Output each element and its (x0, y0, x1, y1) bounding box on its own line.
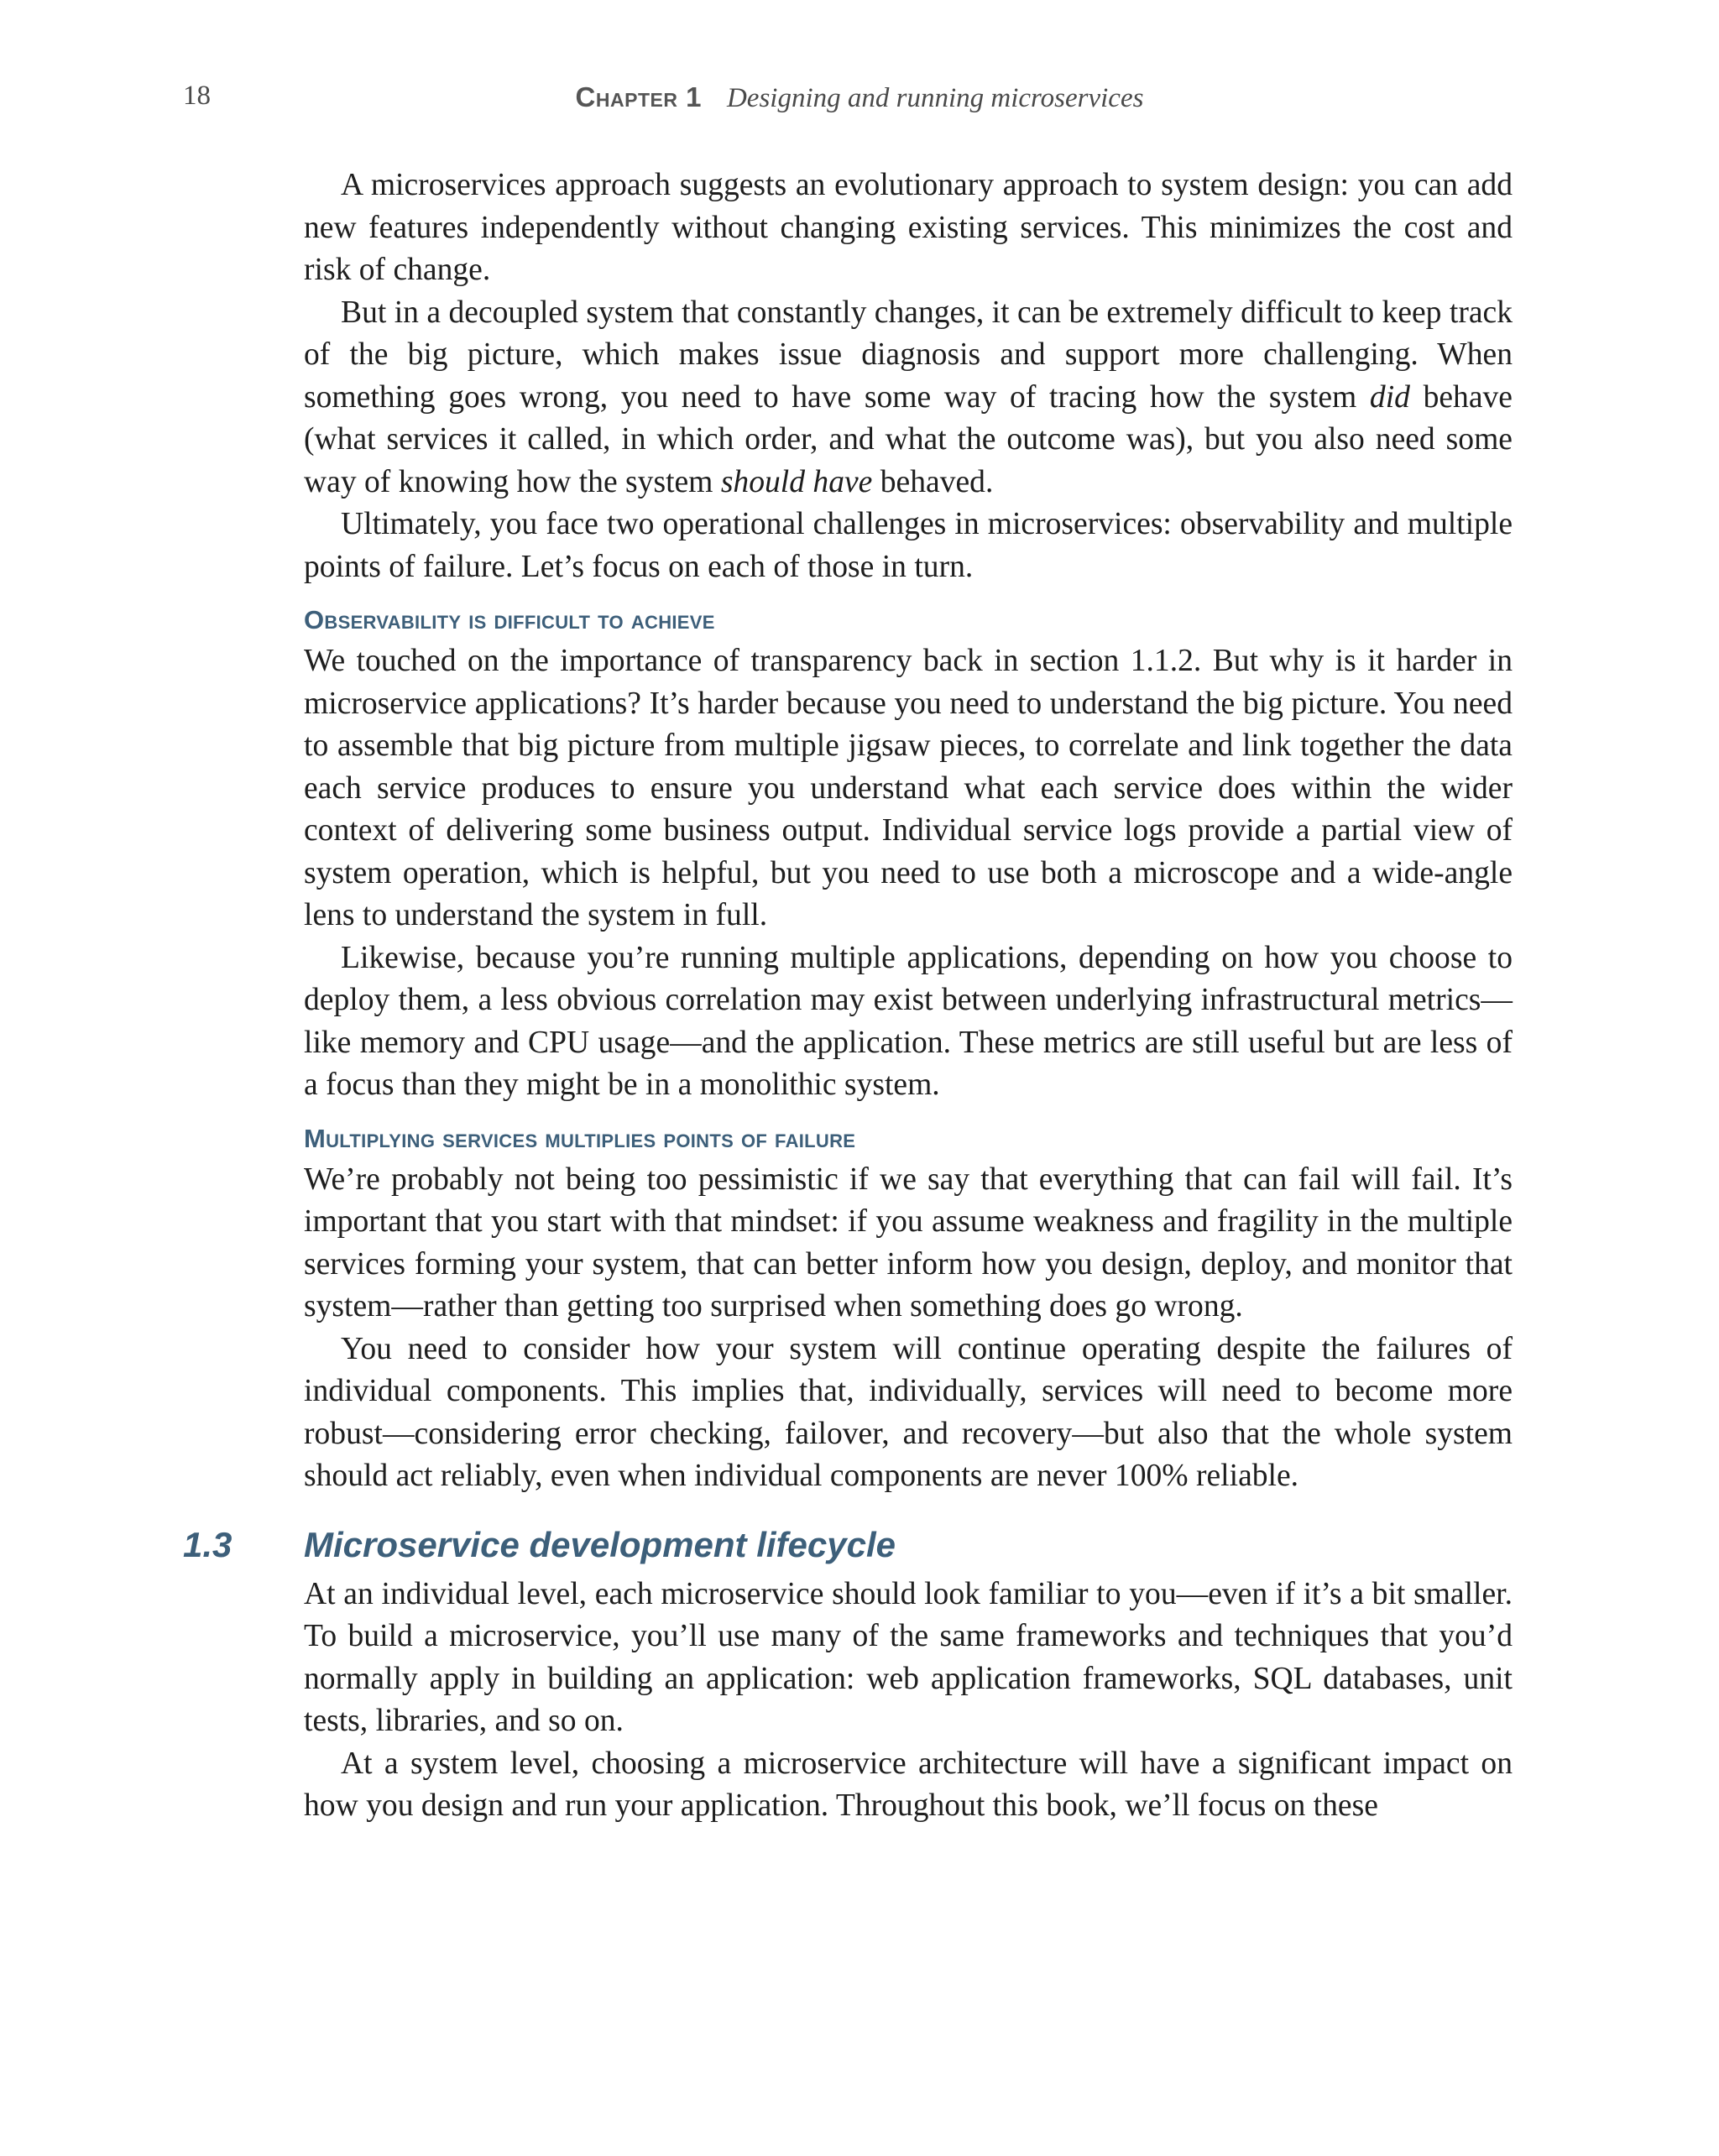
chapter-title: Designing and running microservices (726, 83, 1144, 113)
emphasis-should-have: should have (720, 464, 873, 499)
paragraph-5: Likewise, because you’re running multiple applications, depending on how you choose to deploy them, a less obvious correlation may exist between underlying infrastructural metrics—like memory and CPU usage—and the application. These metrics are still useful but are less of a focus than they might be in a monolithic system. (304, 940, 1513, 1102)
section-number: 1.3 (183, 1524, 233, 1564)
paragraph-9: At a system level, choosing a microservice architecture will have a significant impact on how you design and run your application. Throughout this book, we’ll focus on these (304, 1746, 1513, 1823)
paragraph-3: Ultimately, you face two operational challenges in microservices: observability and multiple points of failure. Let’s focus on each of those in turn. (304, 507, 1513, 584)
subhead-multiplying-services: Multiplying services multiplies points of failure (304, 1123, 856, 1153)
paragraph-4: We touched on the importance of transparency back in section 1.1.2. But why is it harder in microservice applications? It’s harder because you need to understand the big picture. You need to assemble that big picture from multiple jigsaw pieces, to correlate and link together the data each service produces to ensure you understand what each service does within the wider context of delivering some business output. Individual service logs provide a partial view of system operation, which is helpful, but you need to use both a microscope and a wide-angle lens to understand the system in full. (304, 644, 1513, 932)
paragraph-2 (304, 292, 1513, 504)
page-body (183, 164, 1513, 1828)
paragraph-2-text-a: But in a decoupled system that constantly changes, it can be extremely difficult to keep track of the big picture, which makes issue diagnosis and support more challenging. When something goes wrong, you need to have some way of tracing how the system (304, 295, 1513, 415)
paragraph-1: A microservices approach suggests an evolutionary approach to system design: you can add new features independently without changing existing services. This minimizes the cost and risk of change. (304, 168, 1513, 287)
paragraph-6: We’re probably not being too pessimistic if we say that everything that can fail will fail. It’s important that you start with that mindset: if you assume weakness and fragility in the multiple services forming your system, that can better inform how you design, deploy, and monitor that system—rather than getting too surprised when something does go wrong. (304, 1162, 1513, 1323)
section-heading (183, 1520, 1513, 1570)
running-head (0, 81, 1719, 114)
paragraph-7: You need to consider how your system will continue operating despite the failures of individual components. This implies that, individually, services will need to become more robust—considering error checking, failover, and recovery—but also that the whole system should act reliably, even when individual components are never 100% reliable. (304, 1331, 1513, 1493)
paragraph-2-text-c: behaved. (872, 464, 994, 499)
chapter-label: Chapter 1 (575, 81, 702, 112)
page-number: 18 (183, 81, 211, 111)
section-title: Microservice development lifecycle (304, 1524, 896, 1564)
paragraph-2-text-b: behave (what services it called, in which order, and what the outcome was), but you also need some way of knowing how the system (304, 379, 1513, 499)
paragraph-8: At an individual level, each microservice should look familiar to you—even if it’s a bit smaller. To build a microservice, you’ll use many of the same frameworks and techniques that you’d normally apply in building an application: web application frameworks, SQL databases, unit tests, libraries, and so on. (304, 1576, 1513, 1738)
subhead-observability: Observability is difficult to achieve (304, 605, 715, 634)
emphasis-did: did (1369, 379, 1410, 415)
